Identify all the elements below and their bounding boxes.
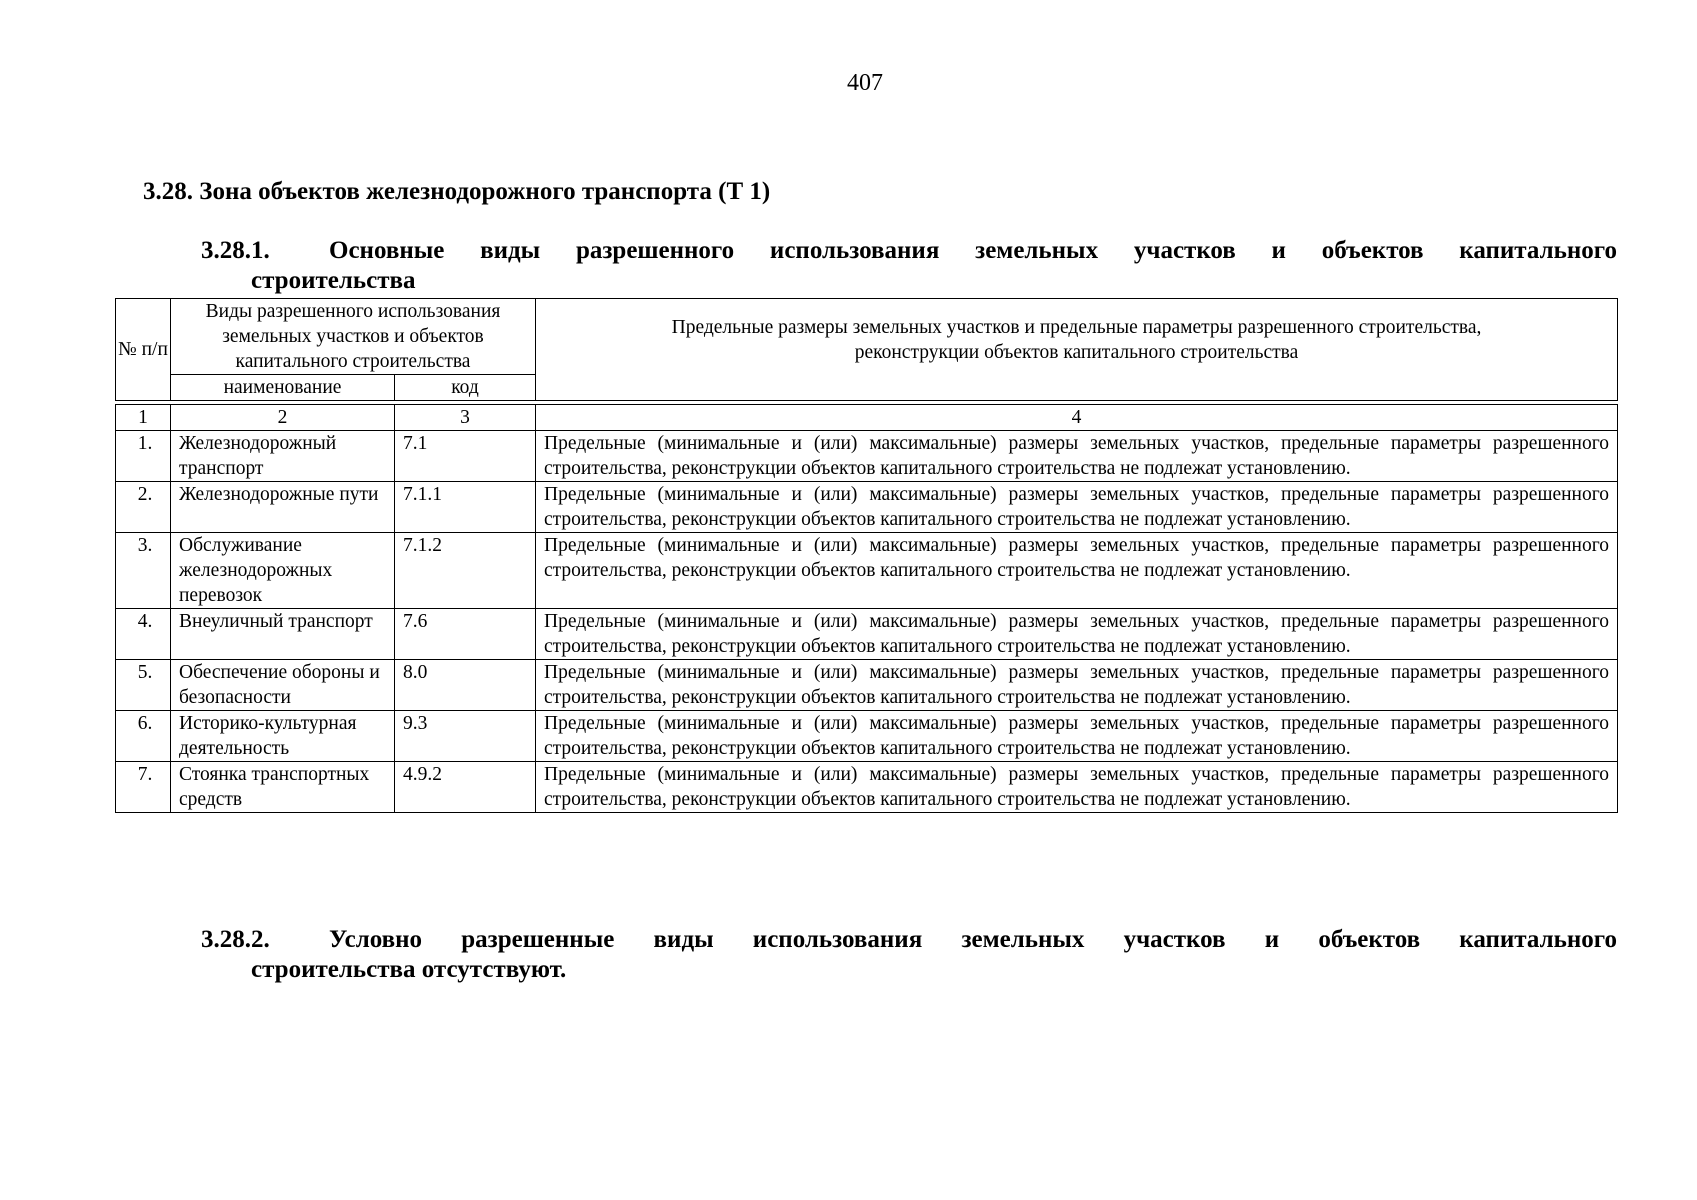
column-number-cell: 4 [536,405,1618,431]
subsection-text-line2: строительства [251,267,416,294]
header-name-column: наименование [171,375,395,401]
column-number-cell: 1 [116,405,171,431]
row-code-cell: 8.0 [395,660,536,711]
table-row [116,609,1618,660]
subsection-text-line1: Основные виды разрешенного использования земельных участков и объектов капитального [329,237,1617,264]
row-code-cell: 7.1.2 [395,533,536,609]
section-title: 3.28. Зона объектов железнодорожного транспорта (Т 1) [143,178,771,205]
subsection-number: 3.28.2. [201,926,270,953]
header-usage-group: Виды разрешенного использования земельных участков и объектов капитального строительства [171,299,536,375]
subsection-heading-main [201,236,1617,296]
row-number-cell: 1. [116,431,171,482]
page-number: 407 [847,70,883,96]
table-header [115,298,1618,401]
column-number-row [116,405,1618,431]
row-name-cell: Обеспечение обороны и безопасности [171,660,395,711]
header-limits-line2: реконструкции объектов капитального строительства [854,341,1299,363]
row-description-cell: Предельные (минимальные и (или) максимальные) размеры земельных участков, предельные параметры разрешенного строительства, реконструкции объектов капитального строительства не подлежат установлению. [536,431,1618,482]
table-row [116,762,1618,813]
row-number-cell: 7. [116,762,171,813]
row-code-cell: 7.1 [395,431,536,482]
row-name-cell: Историко-культурная деятельность [171,711,395,762]
subsection-text-line2: строительства отсутствуют. [251,956,567,983]
row-description-cell: Предельные (минимальные и (или) максимальные) размеры земельных участков, предельные параметры разрешенного строительства, реконструкции объектов капитального строительства не подлежат установлению. [536,711,1618,762]
table-row [116,533,1618,609]
row-description-cell: Предельные (минимальные и (или) максимальные) размеры земельных участков, предельные параметры разрешенного строительства, реконструкции объектов капитального строительства не подлежат установлению. [536,660,1618,711]
table-row [116,482,1618,533]
subsection-heading-conditional [201,925,1617,985]
row-code-cell: 7.6 [395,609,536,660]
row-number-cell: 4. [116,609,171,660]
row-description-cell: Предельные (минимальные и (или) максимальные) размеры земельных участков, предельные параметры разрешенного строительства, реконструкции объектов капитального строительства не подлежат установлению. [536,533,1618,609]
header-number-column: № п/п [116,299,171,401]
subsection-number: 3.28.1. [201,237,270,264]
table-row [116,431,1618,482]
row-code-cell: 7.1.1 [395,482,536,533]
row-code-cell: 4.9.2 [395,762,536,813]
header-limits-column [536,299,1618,401]
column-number-cell: 2 [171,405,395,431]
header-code-column: код [395,375,536,401]
row-number-cell: 5. [116,660,171,711]
subsection-text-line1: Условно разрешенные виды использования земельных участков и объектов капитального [329,926,1617,953]
row-name-cell: Железнодорожный транспорт [171,431,395,482]
row-number-cell: 3. [116,533,171,609]
row-description-cell: Предельные (минимальные и (или) максимальные) размеры земельных участков, предельные параметры разрешенного строительства, реконструкции объектов капитального строительства не подлежат установлению. [536,482,1618,533]
row-code-cell: 9.3 [395,711,536,762]
row-description-cell: Предельные (минимальные и (или) максимальные) размеры земельных участков, предельные параметры разрешенного строительства, реконструкции объектов капитального строительства не подлежат установлению. [536,609,1618,660]
table-row [116,660,1618,711]
row-number-cell: 6. [116,711,171,762]
row-name-cell: Стоянка транспортных средств [171,762,395,813]
table-row [116,711,1618,762]
table-body [115,404,1618,813]
header-limits-line1: Предельные размеры земельных участков и предельные параметры разрешенного строительства, [671,316,1482,338]
row-name-cell: Обслуживание железнодорожных перевозок [171,533,395,609]
row-number-cell: 2. [116,482,171,533]
row-name-cell: Внеуличный транспорт [171,609,395,660]
column-number-cell: 3 [395,405,536,431]
row-description-cell: Предельные (минимальные и (или) максимальные) размеры земельных участков, предельные параметры разрешенного строительства, реконструкции объектов капитального строительства не подлежат установлению. [536,762,1618,813]
row-name-cell: Железнодорожные пути [171,482,395,533]
